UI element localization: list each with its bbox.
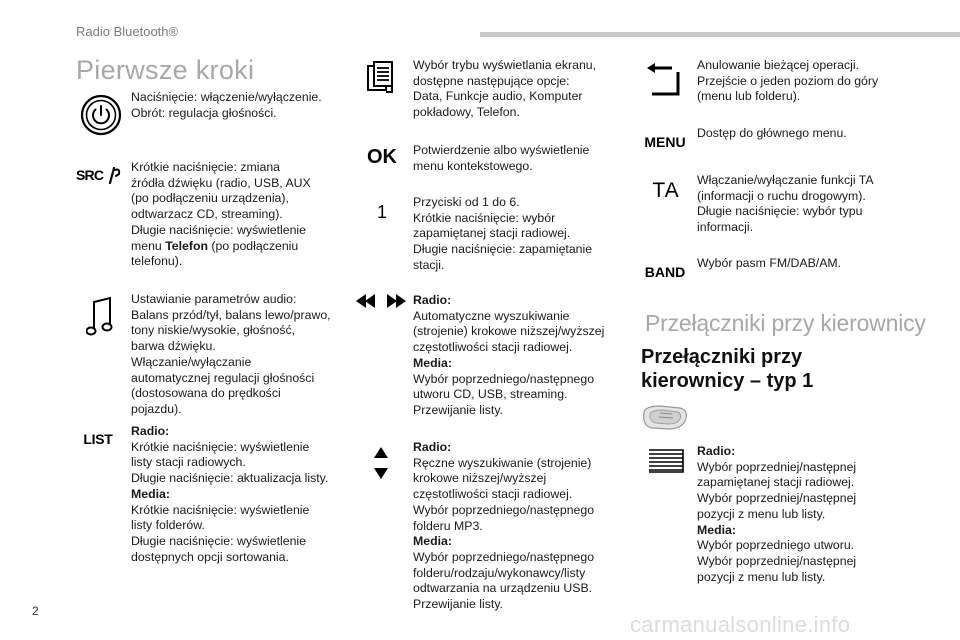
ok-icon — [364, 144, 400, 170]
text-fragment: (po podłączeniu — [208, 238, 299, 253]
subsection-title — [641, 345, 813, 393]
text-line: Wybór pasm FM/DAB/AM. — [697, 256, 842, 270]
text-line: Balans przód/tył, balans lewo/prawo, — [131, 307, 331, 322]
text-line: Wybór poprzedniego/następnego — [413, 371, 595, 386]
list-icon — [78, 429, 118, 449]
ta-icon-label: TA — [652, 179, 680, 202]
text-line: Wybór poprzedniej/następnej — [697, 459, 857, 474]
text-line: Przewijanie listy. — [413, 402, 503, 417]
text-line: Naciśnięcie: włączenie/wyłączenie. — [131, 90, 322, 104]
text-line: (strojenie) krokowe niższej/wyższej — [413, 324, 605, 339]
text-line: pokładowy, Telefon. — [413, 105, 520, 120]
text-line: Przejście o jeden poziom do góry — [697, 73, 879, 88]
text-line: listy stacji radiowych. — [131, 455, 246, 470]
text-line: dostępnych opcji sortowania. — [131, 549, 289, 564]
menu-icon-label: MENU — [644, 134, 686, 150]
media-label: Media: — [413, 534, 452, 549]
text-line — [131, 239, 311, 255]
text-line: Wybór trybu wyświetlania ekranu, — [413, 58, 597, 72]
text-line: Obrót: regulacja głośności. — [131, 105, 277, 120]
text-line: Krótkie naciśnięcie: wyświetlenie — [131, 502, 310, 517]
text-line: (menu lub folderu). — [697, 89, 801, 104]
media-label: Media: — [413, 355, 452, 370]
text-line: częstotliwości stacji radiowej. — [413, 487, 573, 502]
list-description — [131, 424, 328, 565]
power-description — [131, 90, 322, 121]
text-line: zapamiętanej stacji radiowej. — [413, 226, 571, 241]
wheel-description — [697, 444, 856, 585]
watermark: carmanualsonline.info — [630, 612, 851, 637]
seek-description — [413, 293, 604, 419]
up-down-arrows-icon — [372, 446, 390, 480]
text-line: odtwarzacz CD, streaming). — [131, 207, 283, 222]
text-line: Długie naciśnięcie: wyświetlenie — [131, 533, 306, 548]
text-line: źródła dźwięku (radio, USB, AUX — [131, 175, 311, 190]
text-line: menu kontekstowego. — [413, 158, 533, 173]
text-line: Krótkie naciśnięcie: wyświetlenie — [131, 439, 310, 454]
text-line: stacji. — [413, 257, 445, 272]
text-line: (informacji o ruchu drogowym). — [697, 188, 866, 203]
text-line: pozycji z menu lub listy. — [697, 569, 826, 584]
text-line: Długie naciśnięcie: aktualizacja listy. — [131, 471, 329, 486]
text-line: Długie naciśnięcie: wybór typu — [697, 204, 863, 219]
text-line: barwa dźwięku. — [131, 339, 216, 354]
text-line: Włączanie/wyłączanie funkcji TA — [697, 173, 874, 187]
text-fragment: menu — [131, 238, 166, 253]
text-line: Krótkie naciśnięcie: wybór — [413, 210, 556, 225]
src-icon — [76, 165, 126, 185]
text-line: częstotliwości stacji radiowej. — [413, 340, 573, 355]
media-label: Media: — [131, 486, 170, 501]
text-line: utworu CD, USB, streaming. — [413, 387, 568, 402]
band-icon — [640, 262, 690, 282]
text-line: pozycji z menu lub listy. — [697, 506, 826, 521]
text-line: odtwarzania na urządzeniu USB. — [413, 581, 593, 596]
subsection-title-line: Przełączniki przy — [641, 346, 803, 368]
text-line: Długie naciśnięcie: zapamiętanie — [413, 242, 593, 257]
list-icon-label: LIST — [83, 431, 113, 447]
ta-description — [697, 173, 874, 236]
presets-description — [413, 195, 592, 274]
text-line: (dostosowana do prędkości — [131, 386, 281, 401]
ta-icon — [648, 178, 684, 204]
header-bar — [480, 32, 960, 37]
header-text: Radio Bluetooth® — [76, 24, 179, 39]
text-line: Włączanie/wyłączanie — [131, 354, 252, 369]
radio-label: Radio: — [413, 293, 452, 307]
radio-label: Radio: — [413, 440, 452, 454]
text-line: Data, Funkcje audio, Komputer — [413, 89, 583, 104]
music-note-icon — [86, 296, 114, 338]
text-line: Wybór poprzedniej/następnej — [697, 491, 857, 506]
text-line: Anulowanie bieżącej operacji. — [697, 58, 860, 72]
text-line: krokowe niższej/wyższej — [413, 471, 547, 486]
back-arrow-icon — [644, 60, 684, 100]
src-description — [131, 160, 311, 270]
section-title: Przełączniki przy kierownicy — [645, 310, 926, 336]
text-line: (po podłączeniu urządzenia), — [131, 191, 289, 206]
power-icon — [80, 94, 122, 136]
back-description — [697, 58, 878, 105]
text-line: Ręczne wyszukiwanie (strojenie) — [413, 455, 592, 470]
text-line: Dostęp do głównego menu. — [697, 126, 847, 140]
audio-description — [131, 292, 331, 418]
text-line: automatycznej regulacji głośności — [131, 370, 315, 385]
phone-slash-icon — [105, 166, 121, 184]
text-line: telefonu). — [131, 254, 183, 269]
telefon-keyword: Telefon — [165, 238, 208, 253]
text-line: listy folderów. — [131, 518, 205, 533]
preset-number-label: 1 — [376, 201, 387, 222]
seek-arrows-icon — [356, 293, 406, 309]
text-line: Długie naciśnięcie: wyświetlenie — [131, 222, 306, 237]
ok-description — [413, 143, 589, 174]
text-line: dostępne następujące opcje: — [413, 73, 570, 88]
band-icon-label: BAND — [644, 264, 686, 280]
display-mode-description — [413, 58, 596, 121]
display-mode-icon — [366, 60, 396, 96]
steering-switch-illustration — [640, 404, 690, 432]
text-line: folderu/rodzaju/wykonawcy/listy — [413, 565, 586, 580]
text-line: Wybór poprzedniego/następnego — [413, 502, 595, 517]
radio-label: Radio: — [131, 424, 170, 438]
media-label: Media: — [697, 522, 736, 537]
preset-number-icon — [372, 200, 392, 224]
menu-description — [697, 126, 847, 142]
text-line: informacji. — [697, 220, 754, 235]
menu-icon — [640, 132, 690, 152]
band-description — [697, 256, 841, 272]
text-line: folderu MP3. — [413, 518, 483, 533]
text-line: tony niskie/wysokie, głośność, — [131, 323, 296, 338]
text-line: Potwierdzenie albo wyświetlenie — [413, 143, 590, 157]
text-line: Automatyczne wyszukiwanie — [413, 308, 570, 323]
thumbwheel-icon — [646, 448, 686, 474]
text-line: Wybór poprzedniej/następnej — [697, 553, 857, 568]
updown-description — [413, 440, 594, 613]
page-number: 2 — [32, 604, 39, 618]
ok-icon-label: OK — [367, 145, 397, 168]
text-line: pojazdu). — [131, 401, 182, 416]
text-line: Przyciski od 1 do 6. — [413, 195, 520, 209]
text-line: Wybór poprzedniego utworu. — [697, 538, 855, 553]
subsection-title-line: kierownicy – typ 1 — [641, 370, 814, 392]
text-line: Wybór poprzedniego/następnego — [413, 549, 595, 564]
text-line: zapamiętanej stacji radiowej. — [697, 475, 855, 490]
text-line: Krótkie naciśnięcie: zmiana — [131, 160, 280, 174]
page-title: Pierwsze kroki — [76, 55, 255, 85]
text-line: Przewijanie listy. — [413, 597, 503, 612]
src-icon-label: SRC — [76, 167, 104, 183]
radio-label: Radio: — [697, 444, 736, 458]
text-line: Ustawianie parametrów audio: — [131, 292, 297, 306]
